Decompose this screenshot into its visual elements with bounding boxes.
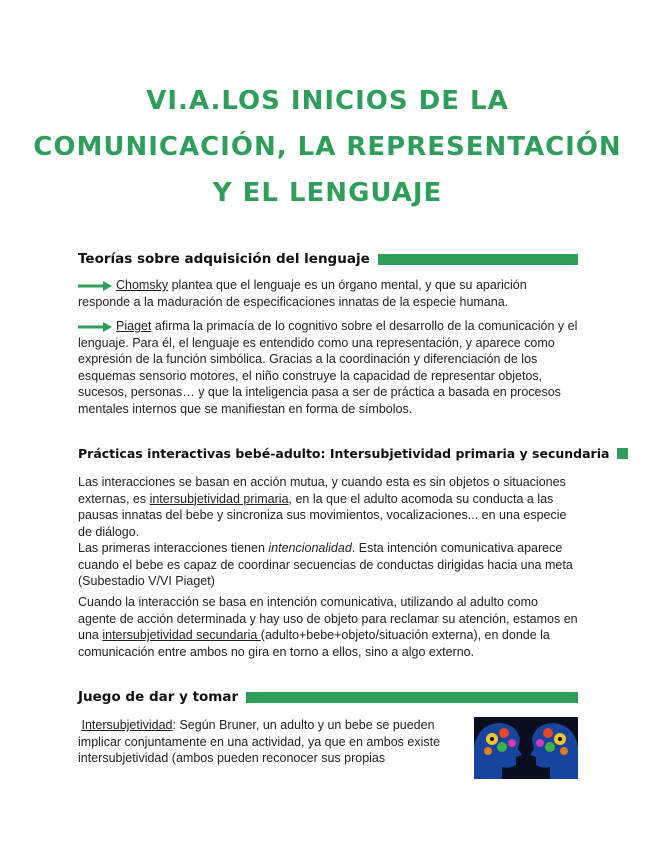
heading-divider-bar bbox=[378, 254, 578, 265]
paragraph-secondary-intersubjectivity bbox=[78, 594, 578, 660]
section-heading-theories bbox=[78, 251, 578, 267]
text-segment: Cuando la interacción se basa en intención comunicativa, utilizando al adulto como agente de acción determinada y hay uso de objeto para reclamar su atención, estamos en una bbox=[78, 595, 578, 642]
piaget-text: afirma la primacía de lo cognitivo sobre el desarrollo de la comunicación y el lenguaje. Para él, el lenguaje es entendido como una representación, y aparece como expresión de la función simbólica. Gracias a la coordinación y diferenciación de los esquemas sensorio motores, el niño construye la capacidad de representar objetos, sucesos, personas… y que la inteligencia pasa a ser de práctica a basada en procesos mentales internos que se manifiestan en forma de símbolos. bbox=[78, 319, 578, 416]
section-heading-label: Prácticas interactivas bebé-adulto: Intersubjetividad primaria y secundaria bbox=[78, 446, 610, 461]
chomsky-text: plantea que el lenguaje es un órgano mental, y que su aparición responde a la maduración de especificaciones innatas de la especie humana. bbox=[78, 278, 527, 309]
piaget-link: Piaget bbox=[116, 319, 152, 333]
title-line-3: Y EL LENGUAJE bbox=[212, 178, 443, 208]
arrow-right-icon bbox=[78, 281, 112, 291]
paragraph-primary-intersubjectivity bbox=[78, 474, 578, 590]
section-heading-label: Juego de dar y tomar bbox=[78, 689, 239, 705]
section-heading-label: Teorías sobre adquisición del lenguaje bbox=[78, 251, 370, 267]
title-line-2: COMUNICACIÓN, LA REPRESENTACIÓN bbox=[33, 132, 622, 162]
text-segment: Las interacciones se basan en acción mutua, y cuando esta es sin objetos o situaciones externas, es bbox=[78, 475, 566, 506]
paragraph-chomsky bbox=[78, 277, 578, 310]
text-segment: . Esta intención comunicativa aparece cuando el bebe es capaz de coordinar secuencias de conductas dirigidas hacia una meta (Subestadio V/VI Piaget) bbox=[78, 541, 573, 588]
text-segment: : Según Bruner, un adulto y un bebe se pueden implicar conjuntamente en una actividad, ya que en ambos existe intersubjetividad (ambos pueden reconocer sus propias bbox=[78, 718, 441, 765]
heading-divider-bar bbox=[617, 448, 628, 459]
heading-divider-bar bbox=[246, 692, 578, 703]
intersubjetividad-primaria-link: intersubjetividad primaria bbox=[149, 491, 289, 506]
page-title bbox=[0, 78, 655, 216]
section-heading-give-and-take bbox=[78, 689, 578, 705]
intencionalidad-term: intencionalidad bbox=[268, 541, 352, 555]
paragraph-piaget bbox=[78, 318, 578, 417]
title-line-1: VI.A.LOS INICIOS DE LA bbox=[146, 86, 509, 116]
arrow-right-icon bbox=[78, 322, 112, 332]
section-heading-interactive-practices bbox=[78, 446, 610, 461]
two-heads-gears-icon bbox=[474, 717, 578, 779]
text-segment: Las primeras interacciones tienen bbox=[78, 541, 269, 555]
chomsky-link: Chomsky bbox=[116, 278, 169, 292]
intersubjetividad-secundaria-link: intersubjetividad secundaria bbox=[102, 628, 261, 642]
intersubjetividad-term: Intersubjetividad bbox=[81, 718, 173, 732]
paragraph-intersubjectivity-bruner bbox=[78, 717, 463, 767]
text-segment: (adulto+bebe+objeto/situación externa), en donde la comunicación entre ambos no gira en torno a ellos, sino a algo externo. bbox=[78, 628, 550, 659]
text-segment: , en la que el adulto acomoda su conducta a las pausas innatas del bebe y sincroniza sus movimientos, vocalizaciones... en una especie de diálogo. bbox=[78, 491, 567, 539]
